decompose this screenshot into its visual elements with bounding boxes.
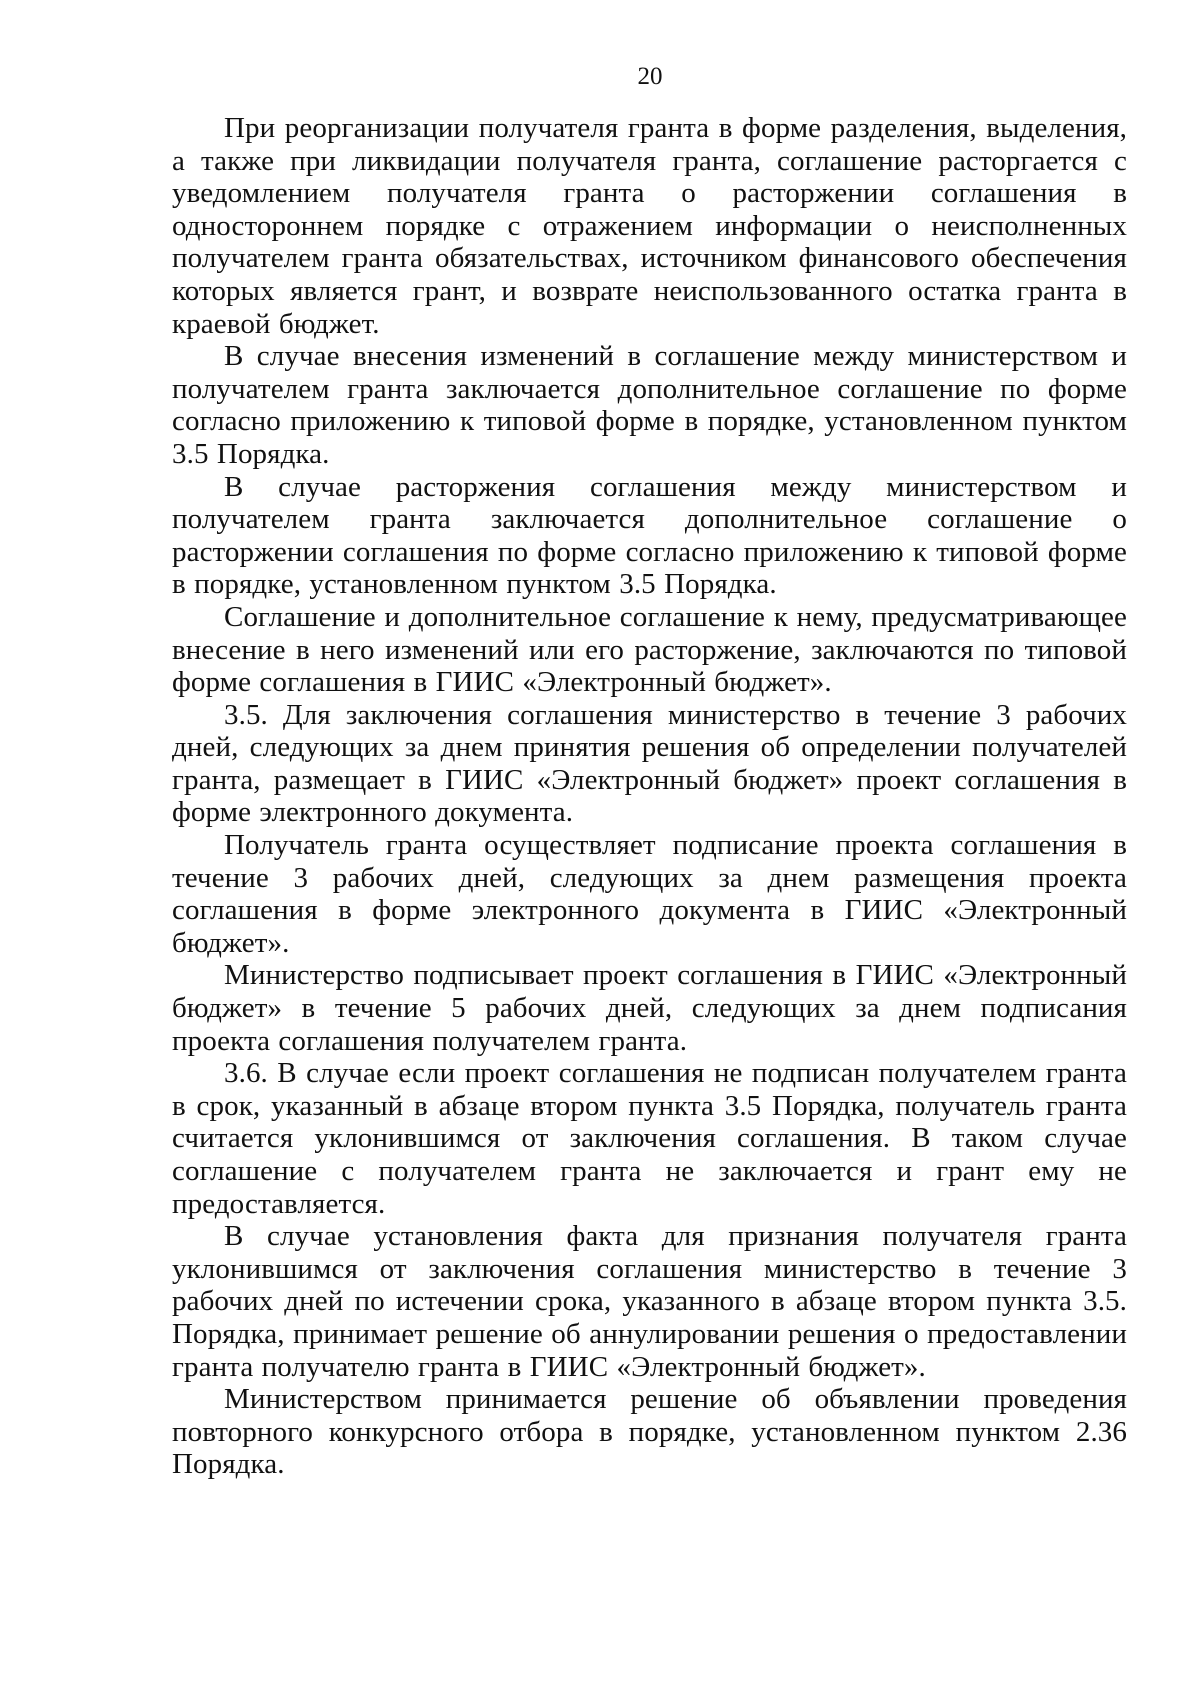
document-body	[172, 112, 1127, 1481]
paragraph-ministry-signing: Министерство подписывает проект соглашения в ГИИС «Электронный бюджет» в течение 5 рабочих дней, следующих за днем подписания проекта соглашения получателем гранта.	[172, 959, 1127, 1057]
paragraph-typical-form: Соглашение и дополнительное соглашение к нему, предусматривающее внесение в него изменений или его расторжение, заключаются по типовой форме соглашения в ГИИС «Электронный бюджет».	[172, 600, 1127, 699]
paragraph-3-6: 3.6. В случае если проект соглашения не подписан получателем гранта в срок, указанный в абзаце втором пункта 3.5 Порядка, получатель гранта считается уклонившимся от заключения соглашения. В таком случае соглашение с получателем гранта не заключается и грант ему не предоставляется.	[172, 1057, 1127, 1220]
paragraph-evasion: В случае установления факта для признания получателя гранта уклонившимся от заключения соглашения министерство в течение 3 рабочих дней по истечении срока, указанного в абзаце втором пункта 3.5. Порядка, принимает решение об аннулировании решения о предоставлении гранта получателю гранта в ГИИС «Электронный бюджет».	[172, 1220, 1127, 1383]
paragraph-recipient-signing: Получатель гранта осуществляет подписание проекта соглашения в течение 3 рабочих дней, следующих за днем размещения проекта соглашения в форме электронного документа в ГИИС «Электронный бюджет».	[172, 829, 1127, 959]
page-number: 20	[637, 63, 663, 90]
paragraph-reorganization: При реорганизации получателя гранта в форме разделения, выделения, а также при ликвидации получателя гранта, соглашение расторгается с уведомлением получателя гранта о расторжении соглашения в одностороннем порядке с отражением информации о неисполненных получателем гранта обязательствах, источником финансового обеспечения которых является грант, и возврате неиспользованного остатка гранта в краевой бюджет.	[172, 112, 1127, 340]
paragraph-repeat-selection: Министерством принимается решение об объявлении проведения повторного конкурсного отбора в порядке, установленном пунктом 2.36 Порядка.	[172, 1383, 1127, 1481]
paragraph-amendments: В случае внесения изменений в соглашение между министерством и получателем гранта заключается дополнительное соглашение по форме согласно приложению к типовой форме в порядке, установленном пунктом 3.5 Порядка.	[172, 340, 1127, 470]
paragraph-termination: В случае расторжения соглашения между министерством и получателем гранта заключается дополнительное соглашение о расторжении соглашения по форме согласно приложению к типовой форме в порядке, установленном пунктом 3.5 Порядка.	[172, 470, 1127, 601]
paragraph-3-5: 3.5. Для заключения соглашения министерство в течение 3 рабочих дней, следующих за днем принятия решения об определении получателей гранта, размещает в ГИИС «Электронный бюджет» проект соглашения в форме электронного документа.	[172, 698, 1127, 829]
